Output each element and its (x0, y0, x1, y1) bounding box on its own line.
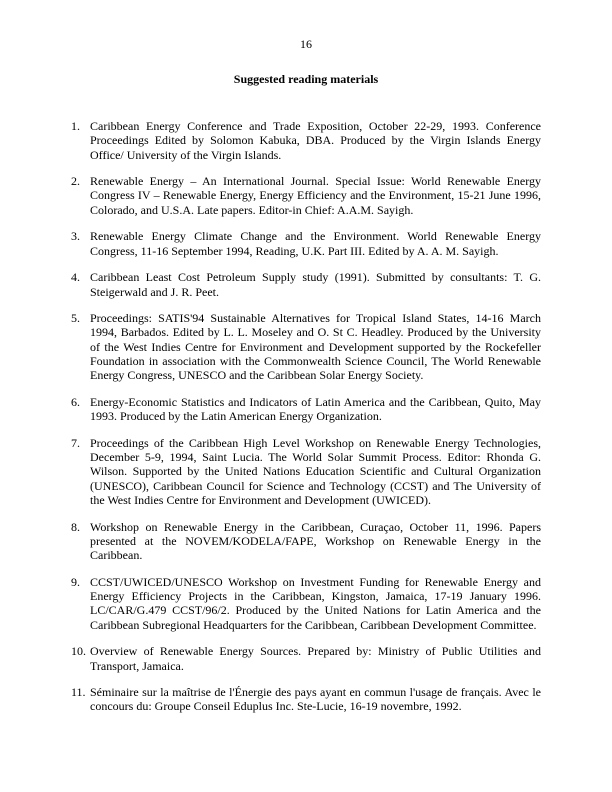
reference-item (71, 270, 541, 299)
reference-text: Caribbean Least Cost Petroleum Supply study (1991). Submitted by consultants: T. G. Steigerwald and J. R. Peet. (90, 270, 541, 299)
reference-text: CCST/UWICED/UNESCO Workshop on Investment Funding for Renewable Energy and Energy Efficiency Projects in the Caribbean, Kingston, Jamaica, 17-19 January 1996. LC/CAR/G.479 CCST/96/2. Produced by the United Nations for Latin America and the Caribbean Subregional Headquarters for the Caribbean, Caribbean Development Committee. (90, 574, 541, 632)
reference-number: 7. (71, 435, 80, 450)
page-number: 16 (300, 37, 312, 51)
reference-number: 3. (71, 229, 80, 244)
reference-number: 6. (71, 394, 80, 409)
reference-item (71, 520, 541, 563)
page-heading: Suggested reading materials (233, 72, 379, 86)
reference-number: 10. (71, 644, 86, 659)
reference-item (71, 119, 541, 162)
reference-number: 9. (71, 574, 80, 589)
reference-number: 11. (71, 685, 86, 700)
reference-item (71, 311, 541, 382)
reference-text: Energy-Economic Statistics and Indicators of Latin America and the Caribbean, Quito, May 1993. Produced by the Latin American Energy Organization. (90, 394, 541, 424)
reference-item (71, 644, 541, 673)
reference-text: Caribbean Energy Conference and Trade Exposition, October 22-29, 1993. Conference Proceedings Edited by Solomon Kabuka, DBA. Produced by the Virgin Islands Energy Office/ University of the Virgin Islands. (90, 119, 541, 162)
reference-item (71, 575, 541, 632)
reference-item (71, 229, 541, 258)
reference-text: Séminaire sur la maîtrise de l'Énergie des pays ayant en commun l'usage de français. Avec le concours du: Groupe Conseil Eduplus Inc. Ste-Lucie, 16-19 novembre, 1992. (90, 685, 541, 714)
reference-number: 1. (71, 119, 80, 133)
reference-text: Workshop on Renewable Energy in the Caribbean, Curaçao, October 11, 1996. Papers presented at the NOVEM/KODELA/FAPE, Workshop on Renewable Energy in the Caribbean. (90, 519, 541, 563)
reference-text: Renewable Energy Climate Change and the Environment. World Renewable Energy Congress, 11-16 September 1994, Reading, U.K. Part III. Edited by A. A. M. Sayigh. (90, 229, 541, 258)
reference-number: 4. (71, 270, 80, 285)
reference-text: Renewable Energy – An International Journal. Special Issue: World Renewable Energy Congress IV – Renewable Energy, Energy Efficiency and the Environment, 15-21 June 1996, Colorado, and U.S.A. Late papers. Editor-in Chief: A.A.M. Sayigh. (90, 174, 541, 217)
reference-item (71, 174, 541, 217)
reference-text: Proceedings: SATIS'94 Sustainable Alternatives for Tropical Island States, 14-16 March 1994, Barbados. Edited by L. L. Moseley and O. St C. Headley. Produced by the University of the West Indies Centre for Environment and Development supported by the Rockefeller Foundation in association with the Commonwealth Science Council, The World Renewable Energy Congress, UNESCO and the Caribbean Solar Energy Society. (90, 311, 541, 383)
reference-list (71, 119, 541, 726)
reference-item (71, 395, 541, 424)
reference-item (71, 436, 541, 507)
reference-text: Proceedings of the Caribbean High Level Workshop on Renewable Energy Technologies, December 5-9, 1994, Saint Lucia. The World Solar Summit Process. Editor: Rhonda G. Wilson. Supported by the United Nations Education Scientific and Cultural Organization (UNESCO), Caribbean Council for Science and Technology (CCST) and The University of the West Indies Centre for Environment and Development (UWICED). (90, 435, 541, 508)
reference-text: Overview of Renewable Energy Sources. Prepared by: Ministry of Public Utilities and Transport, Jamaica. (90, 644, 541, 673)
reference-number: 2. (71, 174, 80, 189)
reference-number: 8. (71, 519, 80, 534)
reference-item (71, 685, 541, 714)
reference-number: 5. (71, 311, 80, 326)
